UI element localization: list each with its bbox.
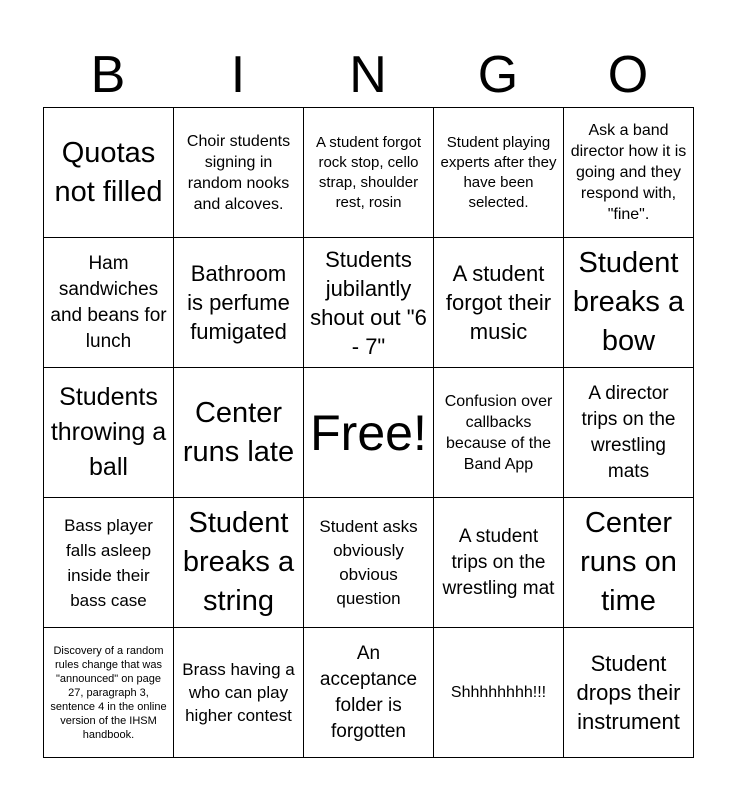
cell-text: Brass having a who can play higher contest (182, 660, 295, 725)
header-letter-b: B (90, 46, 126, 104)
cell-text: Students throwing a ball (50, 383, 167, 481)
cell-text: Center runs on time (580, 507, 677, 617)
bingo-cell[interactable] (564, 108, 694, 238)
bingo-cell[interactable] (44, 628, 174, 758)
cell-text: Confusion over callbacks because of the Band App (444, 392, 553, 473)
cell-text: A director trips on the wrestling mats (581, 382, 676, 482)
cell-text: Student drops their instrument (576, 651, 681, 734)
bingo-cell[interactable] (434, 498, 564, 628)
cell-text: Students jubilantly shout out "6 - 7" (310, 246, 427, 359)
cell-text: Bathroom is perfume fumigated (187, 261, 290, 344)
free-space-text: Free! (310, 404, 427, 461)
cell-text: Ask a band director how it is going and they respond with, "fine". (570, 122, 687, 223)
cell-text: A student forgot their music (445, 261, 552, 344)
bingo-cell[interactable] (564, 238, 694, 368)
bingo-cell[interactable] (434, 238, 564, 368)
bingo-cell[interactable] (44, 108, 174, 238)
bingo-cell[interactable] (564, 368, 694, 498)
bingo-cell[interactable] (434, 108, 564, 238)
bingo-cell[interactable] (304, 628, 434, 758)
bingo-grid (43, 107, 694, 758)
bingo-cell[interactable] (564, 498, 694, 628)
bingo-cell[interactable] (174, 368, 304, 498)
bingo-cell[interactable] (304, 108, 434, 238)
bingo-cell[interactable] (304, 498, 434, 628)
bingo-cell[interactable] (304, 238, 434, 368)
bingo-cell[interactable] (174, 628, 304, 758)
cell-text: Student playing experts after they have been selected. (440, 133, 557, 211)
cell-text: Center runs late (182, 396, 295, 468)
cell-text: A student forgot rock stop, cello strap, shoulder rest, rosin (315, 133, 422, 211)
free-space-cell[interactable] (304, 368, 434, 498)
cell-text: Discovery of a random rules change that was "announced" on page 27, paragraph 3, sentence 4 in the online version of the IHSM handbook. (50, 644, 167, 741)
bingo-cell[interactable] (434, 368, 564, 498)
header-letter-o: O (607, 46, 649, 104)
cell-text: Choir students signing in random nooks and alcoves. (186, 132, 291, 213)
cell-text: A student trips on the wrestling mat (442, 525, 555, 599)
cell-text: Student breaks a string (182, 507, 295, 617)
cell-text: Quotas not filled (54, 136, 163, 208)
header-letter-i: I (230, 46, 246, 104)
bingo-cell[interactable] (174, 498, 304, 628)
bingo-cell[interactable] (434, 628, 564, 758)
cell-text: An acceptance folder is forgotten (319, 642, 418, 742)
header-letter-n: N (349, 46, 387, 104)
bingo-cell[interactable] (174, 238, 304, 368)
header-letter-g: G (477, 46, 519, 104)
cell-text: Ham sandwiches and beans for lunch (50, 252, 167, 352)
bingo-cell[interactable] (44, 368, 174, 498)
cell-text: Shhhhhhhh!!! (450, 684, 547, 701)
cell-text: Student asks obviously obvious question (319, 516, 418, 608)
bingo-cell[interactable] (174, 108, 304, 238)
bingo-header (43, 44, 693, 106)
cell-text: Student breaks a bow (572, 247, 685, 357)
bingo-cell[interactable] (44, 498, 174, 628)
cell-text: Bass player falls asleep inside their bass case (64, 515, 153, 610)
bingo-cell[interactable] (44, 238, 174, 368)
bingo-cell[interactable] (564, 628, 694, 758)
